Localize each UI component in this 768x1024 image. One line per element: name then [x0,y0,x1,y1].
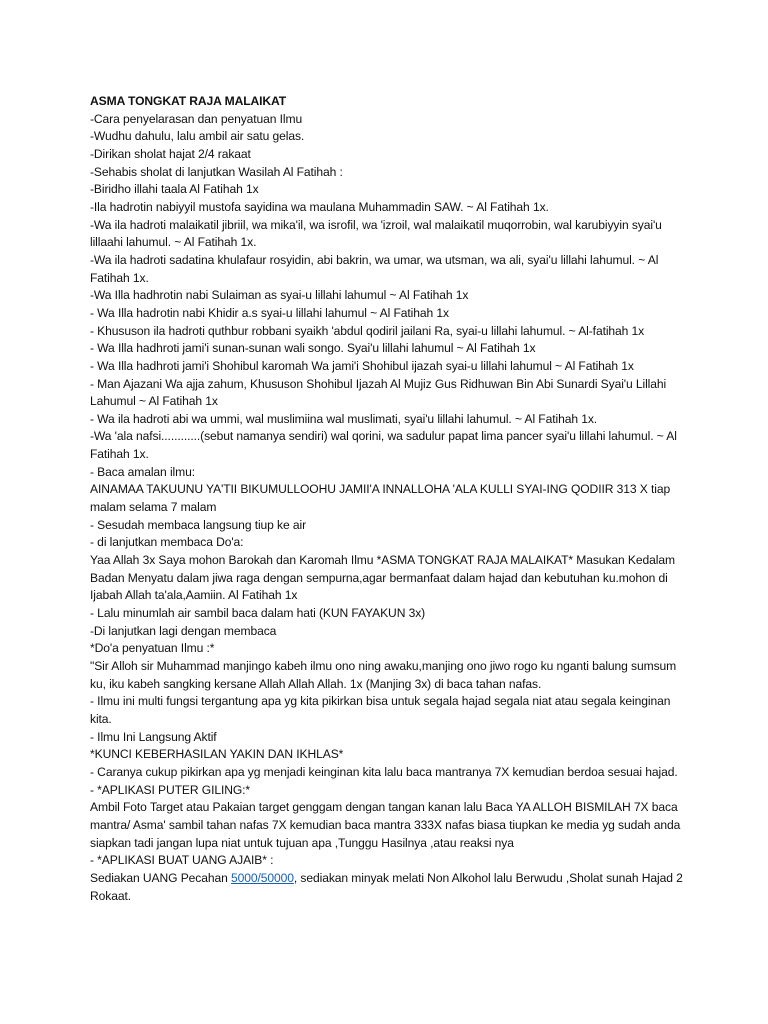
text-line: -Dirikan sholat hajat 2/4 rakaat [90,146,251,161]
denomination-link[interactable]: 5000/50000 [231,870,294,885]
text-line: -Wa ila hadroti sadatina khulafaur rosyidin, abi bakrin, wa umar, wa utsman, wa ali, syai'u lillahi lahumul. ~ Al Fatihah 1x. [90,252,659,285]
text-line: -Sehabis sholat di lanjutkan Wasilah Al Fatihah : [90,164,343,179]
text-line: -Wa 'ala nafsi............(sebut namanya sendiri) wal qorini, wa sadulur papat lima pancer syai'u lillahi lahumul. ~ Al Fatihah 1x. [90,429,677,462]
text-line: - Man Ajazani Wa ajja zahum, Khususon Shohibul Ijazah Al Mujiz Gus Ridhuwan Bin Abi Sunardi Syai'u Lillahi Lahumul ~ Al Fatihah 1x [90,376,667,409]
text-line: - Wa Illa hadhroti jami'i sunan-sunan wali songo. Syai'u lillahi lahumul ~ Al Fatihah 1x [90,341,536,356]
text-line: *KUNCI KEBERHASILAN YAKIN DAN IKHLAS* [90,747,344,762]
text-line: -Cara penyelarasan dan penyatuan Ilmu [90,111,303,126]
text-line: - Wa Illa hadrotin nabi Khidir a.s syai-u lillahi lahumul ~ Al Fatihah 1x [90,305,449,320]
text-line: *Do'a penyatuan Ilmu :* [90,641,215,656]
text-line: - Wa Illa hadhroti jami'i Shohibul karomah Wa jami'i Shohibul ijazah syai-u lillahi lahumul ~ Al Fatihah 1x [90,358,634,373]
text-line: - Baca amalan ilmu: [90,464,195,479]
text-line: - *APLIKASI BUAT UANG AJAIB* : [90,853,274,868]
last-paragraph-text-start: Sediakan UANG Pecahan [90,870,231,885]
text-line: Ambil Foto Target atau Pakaian target genggam dengan tangan kanan lalu Baca YA ALLOH BISMILAH 7X baca mantra/ Asma' sambil tahan nafas 7X kemudian baca mantra 333X nafas biasa tiupkan ke media yg sudah anda siapkan tadi jangan lupa niat untuk tujuan apa ,Tunggu Hasilnya ,atau reaksi nya [90,800,681,850]
text-line: - Khususon ila hadroti quthbur robbani syaikh 'abdul qodiril jailani Ra, syai-u lillahi lahumul. ~ Al-fatihah 1x [90,323,645,338]
text-line: -Ila hadrotin nabiyyil mustofa sayidina wa maulana Muhammadin SAW. ~ Al Fatihah 1x. [90,199,549,214]
text-line: - *APLIKASI PUTER GILING:* [90,782,251,797]
text-line: -Wa Illa hadhrotin nabi Sulaiman as syai-u lillahi lahumul ~ Al Fatihah 1x [90,288,469,303]
text-line: - Ilmu ini multi fungsi tergantung apa yg kita pikirkan bisa untuk segala hajad segala niat atau segala keinginan kita. [90,694,671,726]
text-line: "Sir Alloh sir Muhammad manjingo kabeh ilmu ono ning awaku,manjing ono jiwo rogo ku nganti balung sumsum ku, iku kabeh sangking kersane Allah Allah Allah. 1x (Manjing 3x) di baca tahan nafas. [90,659,677,691]
text-line: - Caranya cukup pikirkan apa yg menjadi keinginan kita lalu baca mantranya 7X kemudian berdoa sesuai hajad. [90,764,678,779]
document-title: ASMA TONGKAT RAJA MALAIKAT [90,94,287,108]
text-line: - Lalu minumlah air sambil baca dalam hati (KUN FAYAKUN 3x) [90,606,426,621]
text-line: - Ilmu Ini Langsung Aktif [90,729,217,744]
text-line: -Wudhu dahulu, lalu ambil air satu gelas. [90,129,305,144]
text-line: - Sesudah membaca langsung tiup ke air [90,517,307,532]
text-line: -Wa ila hadroti malaikatil jibriil, wa mika'il, wa isrofil, wa 'izroil, wal malaikatil muqorrobin, wal karubiyyin syai'u lillaahi lahumul. ~ Al Fatihah 1x. [90,217,662,250]
text-line: -Biridho illahi taala Al Fatihah 1x [90,182,259,197]
text-line: - di lanjutkan membaca Do'a: [90,535,244,550]
last-paragraph [90,870,690,905]
text-line: - Wa ila hadroti abi wa ummi, wal muslimiina wal muslimati, syai'u lillahi lahumul. ~ Al Fatihah 1x. [90,411,598,426]
text-line: AINAMAA TAKUUNU YA'TII BIKUMULLOOHU JAMII'A INNALLOHA 'ALA KULLI SYAI-ING QODIIR 313 X tiap malam selama 7 malam [90,482,671,515]
text-line: -Di lanjutkan lagi dengan membaca [90,623,277,638]
last-paragraph-text-end: , sediakan minyak melati Non Alkohol lalu Berwudu ,Sholat sunah Hajad 2 Rokaat. [90,870,683,903]
document-body [90,93,690,905]
text-line: Yaa Allah 3x Saya mohon Barokah dan Karomah Ilmu *ASMA TONGKAT RAJA MALAIKAT* Masukan Kedalam Badan Menyatu dalam jiwa raga dengan sempurna,agar bermanfaat dalam hajad dan kebutuhan ku.mohon di Ijabah Allah ta'ala,Aamiin. Al Fatihah 1x [90,553,675,603]
